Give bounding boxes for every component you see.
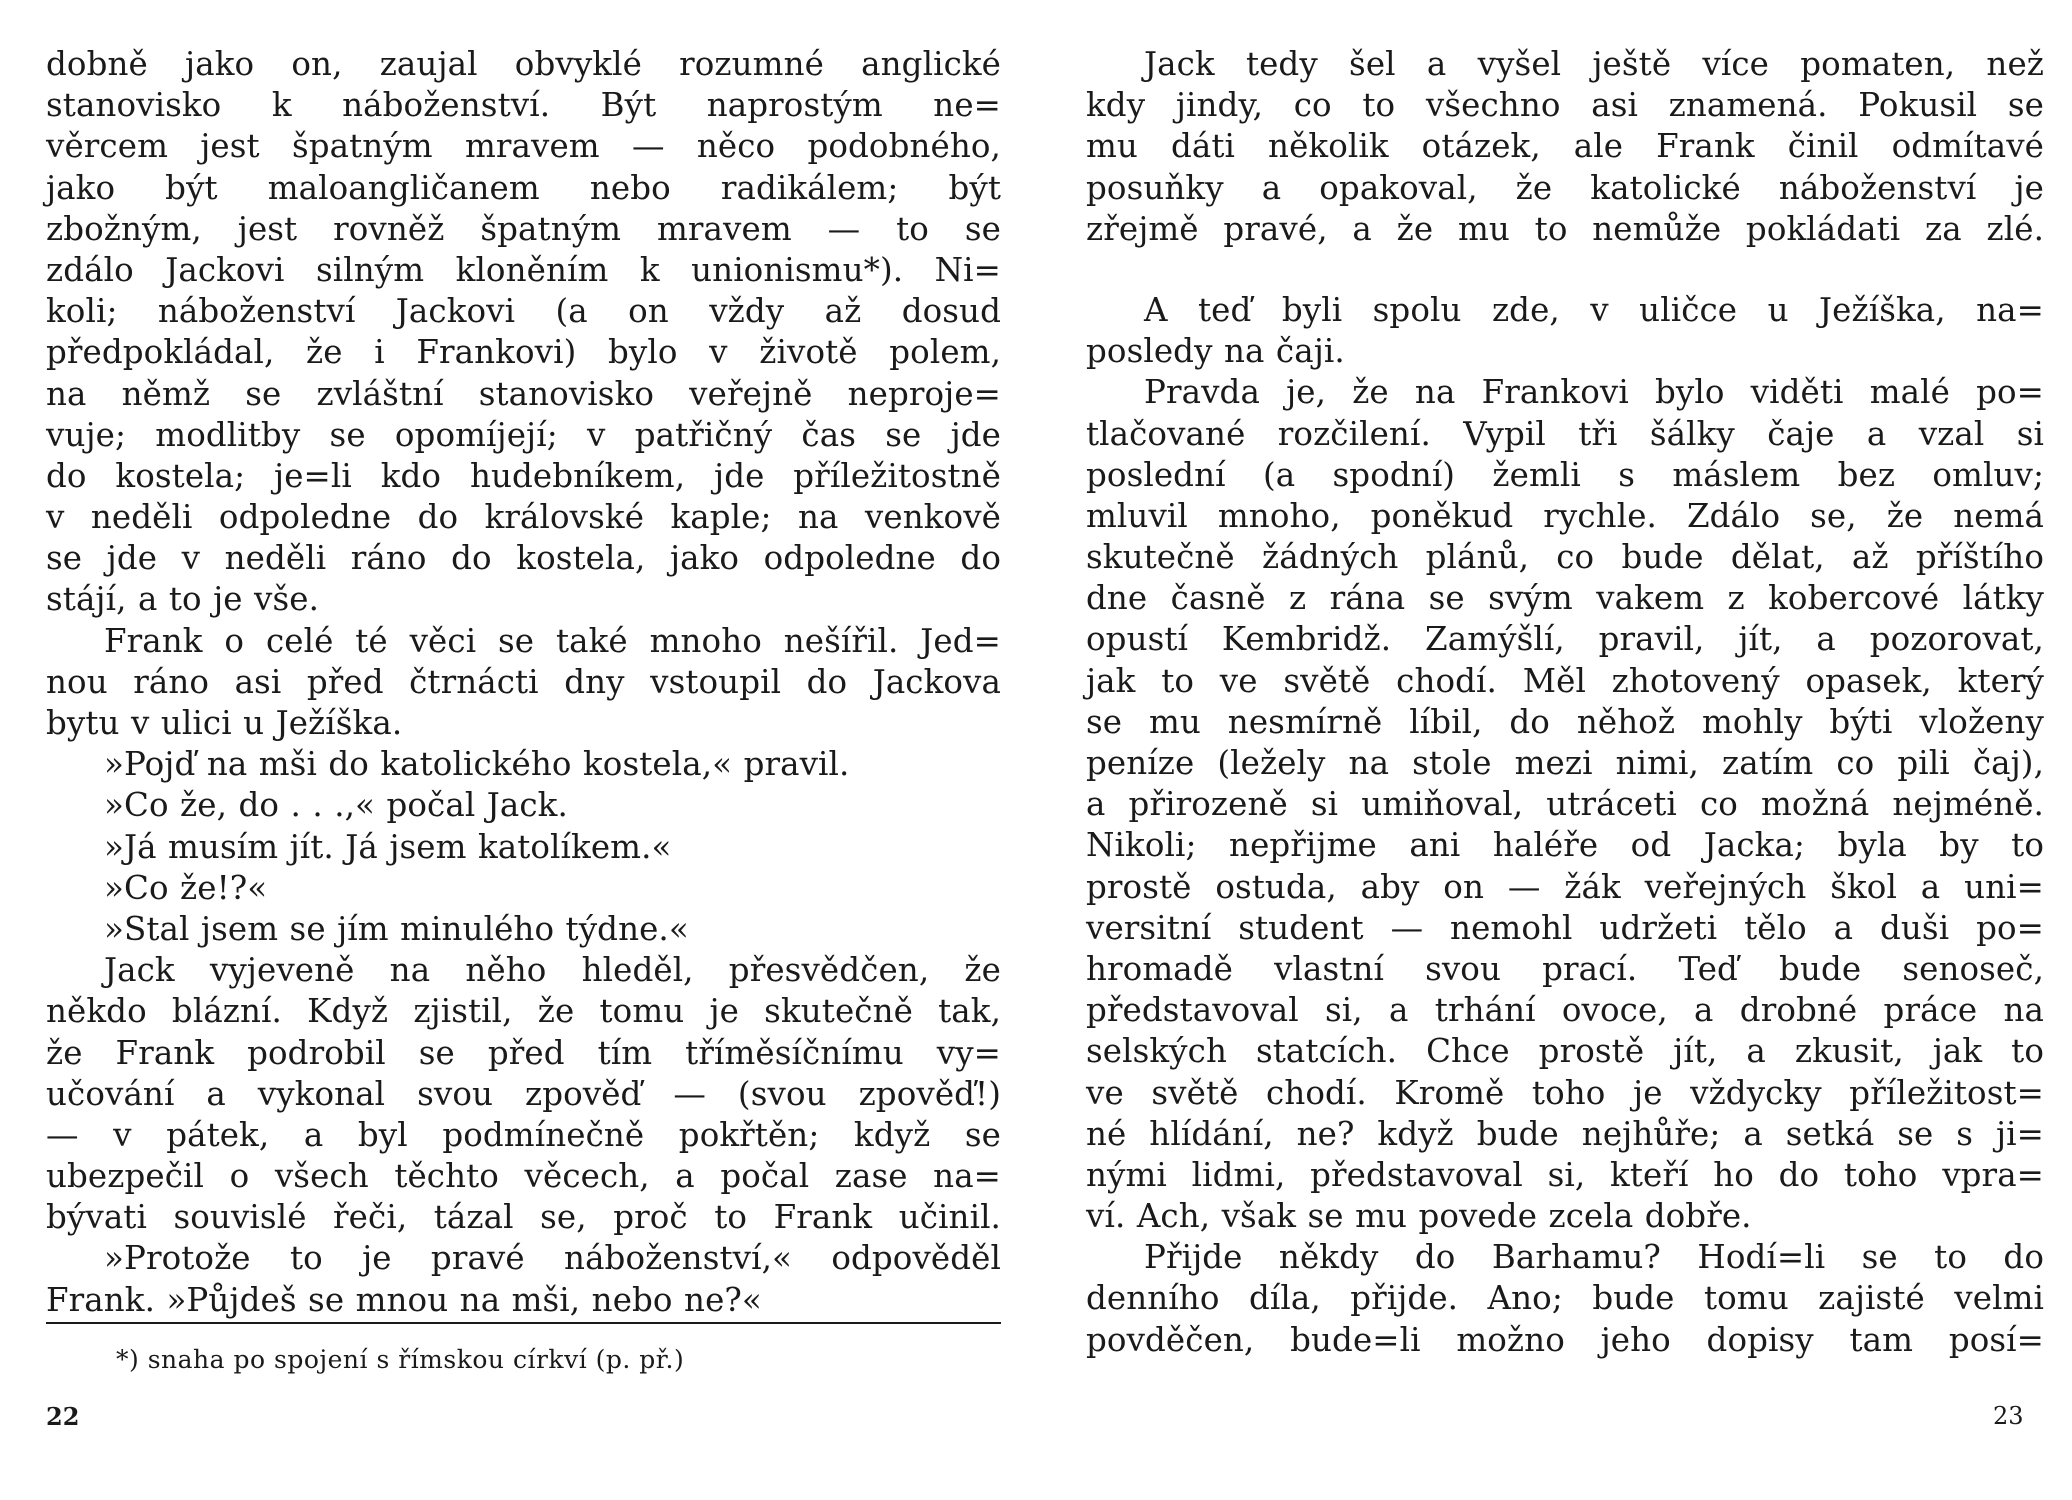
text-line: bytu v ulici u Ježíška.: [46, 704, 403, 742]
text-line: Frank. »Půjdeš se mnou na mši, nebo ne?«: [46, 1280, 762, 1319]
text-line: Nikoli; nepřijme ani haléře od Jacka; byla by to: [1086, 826, 2044, 865]
text-line: hromadě vlastní svou prací. Teď bude senoseč,: [1086, 949, 2044, 988]
text-line: ubezpečil o všech těchto věcech, a počal zase na=: [46, 1157, 1001, 1196]
footnote-divider: [46, 1322, 1001, 1324]
text-line: věrcem jest špatným mravem — něco podobného,: [46, 127, 1001, 166]
text-line: A teď byli spolu zde, v uličce u Ježíška, na=: [1144, 290, 2044, 329]
text-line: opustí Kembridž. Zamýšlí, pravil, jít, a pozorovat,: [1086, 620, 2044, 659]
text-line: Pravda je, že na Frankovi bylo viděti malé po=: [1144, 373, 2044, 412]
text-line: Přijde někdy do Barhamu? Hodí=li se to do: [1144, 1238, 2044, 1277]
text-line: bývati souvislé řeči, tázal se, proč to Frank učinil.: [46, 1198, 1001, 1237]
text-line: denního díla, přijde. Ano; bude tomu zajisté velmi: [1086, 1279, 2044, 1318]
text-line: dne časně z rána se svým vakem z kobercové látky: [1086, 579, 2044, 618]
text-line: né hlídání, ne? když bude nejhůře; a setká se s ji=: [1086, 1114, 2044, 1153]
text-line: skutečně žádných plánů, co bude dělat, až příštího: [1086, 538, 2044, 577]
text-line: prostě ostuda, aby on — žák veřejných škol a uni=: [1086, 867, 2044, 906]
text-line: posuňky a opakoval, že katolické náboženství je: [1086, 168, 2044, 207]
left-page-text: [46, 44, 1001, 1321]
text-line: a přirozeně si umiňoval, utráceti co možná nejméně.: [1086, 785, 2044, 824]
text-line: v neděli odpoledne do královské kaple; na venkově: [46, 498, 1001, 537]
paragraph-gap: [1086, 250, 2044, 290]
text-line: na němž se zvláštní stanovisko veřejně neproje=: [46, 374, 1001, 413]
text-line: se mu nesmírně líbil, do něhož mohly býti vloženy: [1086, 702, 2044, 741]
text-line: stájí, a to je vše.: [46, 580, 320, 619]
text-line: »Stal jsem se jím minulého týdne.«: [104, 909, 689, 948]
text-line: učování a vykonal svou zpověď — (svou zpověď!): [46, 1074, 1001, 1113]
text-line: poslední (a spodní) žemli s máslem bez omluv;: [1086, 455, 2044, 494]
text-line: posledy na čaji.: [1086, 332, 1345, 371]
text-line: nou ráno asi před čtrnácti dny vstoupil do Jackova: [46, 662, 1001, 701]
text-line: versitní student — nemohl udržeti tělo a duši po=: [1086, 908, 2044, 947]
text-line: dobně jako on, zaujal obvyklé rozumné anglické: [46, 45, 1001, 83]
text-line: »Co že, do . . .,« počal Jack.: [104, 786, 568, 825]
text-line: že Frank podrobil se před tím tříměsíčnímu vy=: [46, 1033, 1001, 1072]
text-line: do kostela; je=li kdo hudebníkem, jde příležitostně: [46, 456, 1001, 495]
text-line: nými lidmi, představoval si, kteří ho do toho vpra=: [1086, 1155, 2044, 1194]
text-line: Jack tedy šel a vyšel ještě více pomaten, než: [1144, 45, 2044, 83]
text-line: kdy jindy, co to všechno asi znamená. Pokusil se: [1086, 86, 2044, 125]
text-line: představoval si, a trhání ovoce, a drobné práce na: [1086, 991, 2044, 1030]
text-line: povděčen, bude=li možno jeho dopisy tam posí=: [1086, 1320, 2044, 1359]
text-line: stanovisko k náboženství. Být naprostým ne=: [46, 86, 1001, 125]
text-line: mu dáti několik otázek, ale Frank činil odmítavé: [1086, 127, 2044, 166]
text-line: tlačované rozčilení. Vypil tři šálky čaje a vzal si: [1086, 414, 2044, 453]
text-line: Frank o celé té věci se také mnoho nešířil. Jed=: [104, 621, 1001, 660]
text-line: — v pátek, a byl podmínečně pokřtěn; když se: [46, 1115, 1001, 1154]
text-line: jak to ve světě chodí. Měl zhotovený opasek, který: [1086, 661, 2044, 700]
text-line: jako být maloangličanem nebo radikálem; být: [46, 168, 1001, 207]
right-page-text: [1086, 44, 2044, 1361]
text-line: »Já musím jít. Já jsem katolíkem.«: [104, 827, 672, 866]
text-line: zdálo Jackovi silným kloněním k unionismu*). Ni=: [46, 250, 1001, 289]
footnote: *) snaha po spojení s římskou církví (p. př.): [116, 1345, 685, 1374]
text-line: předpokládal, že i Frankovi) bylo v životě polem,: [46, 333, 1001, 372]
text-line: ve světě chodí. Kromě toho je vždycky příležitost=: [1086, 1073, 2044, 1112]
text-line: zbožným, jest rovněž špatným mravem — to se: [46, 209, 1001, 248]
text-line: »Pojď na mši do katolického kostela,« pravil.: [104, 745, 850, 784]
text-line: zřejmě pravé, a že mu to nemůže pokládati za zlé.: [1086, 209, 2044, 248]
text-line: Jack vyjeveně na něho hleděl, přesvědčen, že: [104, 951, 1001, 990]
text-line: »Co že!?«: [104, 868, 268, 907]
text-line: peníze (ležely na stole mezi nimi, zatím co pili čaj),: [1086, 744, 2044, 782]
text-line: selských statcích. Chce prostě jít, a zkusit, jak to: [1086, 1032, 2044, 1071]
page-number-right: 23: [1993, 1402, 2024, 1430]
text-line: mluvil mnoho, poněkud rychle. Zdálo se, že nemá: [1086, 496, 2044, 535]
text-line: někdo blázní. Když zjistil, že tomu je skutečně tak,: [46, 992, 1001, 1031]
text-line: »Protože to je pravé náboženství,« odpověděl: [104, 1239, 1001, 1278]
text-line: vuje; modlitby se opomíjejí; v patřičný čas se jde: [46, 415, 1001, 454]
left-page: [46, 44, 1036, 1464]
page-number-left: 22: [46, 1402, 80, 1431]
text-line: koli; náboženství Jackovi (a on vždy až dosud: [46, 292, 1001, 331]
text-line: se jde v neděli ráno do kostela, jako odpoledne do: [46, 539, 1001, 578]
right-page: [1086, 44, 2072, 1464]
text-line: ví. Ach, však se mu povede zcela dobře.: [1086, 1197, 1752, 1236]
